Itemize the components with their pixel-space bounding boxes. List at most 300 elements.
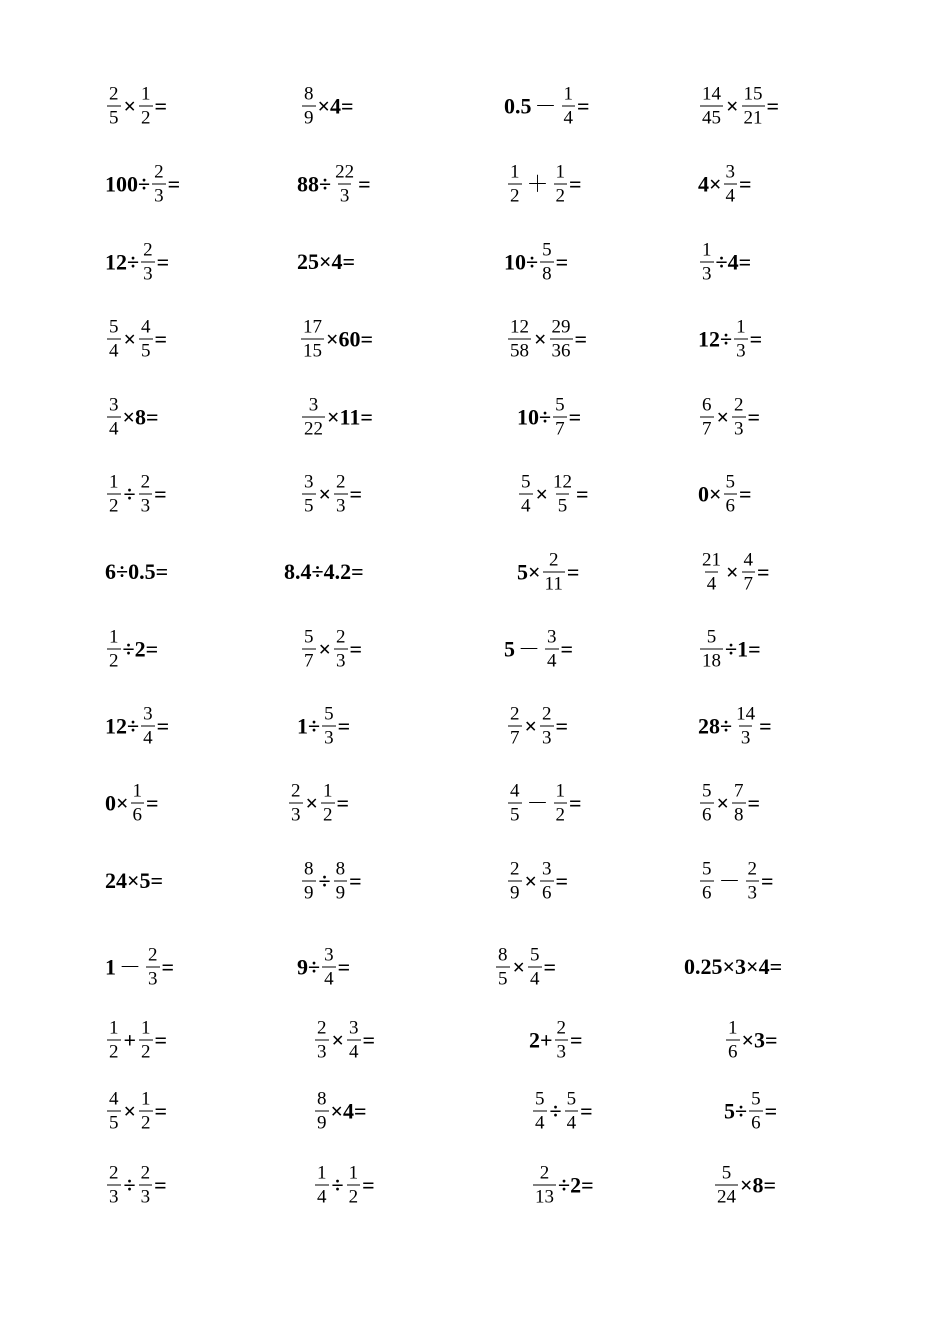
operator: × — [535, 481, 549, 506]
fraction — [139, 1090, 153, 1133]
expression-text: = — [747, 404, 761, 429]
exercise — [105, 473, 167, 516]
fraction-denominator: 9 — [304, 107, 314, 129]
fraction-numerator: 3 — [109, 394, 119, 416]
fraction-numerator: 1 — [555, 161, 566, 183]
exercise-row — [0, 703, 950, 749]
fraction-numerator: 5 — [535, 1088, 545, 1110]
exercise — [105, 396, 159, 439]
fraction-numerator: 2 — [542, 703, 552, 725]
expression-text: ×3= — [741, 1027, 778, 1052]
exercise — [313, 1164, 375, 1207]
fraction-numerator: 14 — [736, 703, 756, 725]
fraction — [508, 163, 522, 206]
expression-text: ÷2= — [122, 636, 159, 661]
fraction — [302, 85, 316, 128]
fraction — [724, 473, 738, 516]
fraction-denominator: 6 — [132, 804, 143, 826]
expression-text: 10÷ — [517, 404, 552, 429]
exercise — [698, 318, 762, 361]
fraction — [508, 782, 522, 825]
expression-text: = — [560, 636, 574, 661]
expression-text: = — [362, 1172, 375, 1197]
fraction-numerator: 2 — [510, 858, 520, 880]
fraction-numerator: 2 — [140, 471, 151, 493]
fraction-numerator: 8 — [304, 858, 314, 880]
fraction — [152, 163, 166, 206]
fraction-denominator: 2 — [109, 495, 119, 517]
fraction — [700, 396, 714, 439]
operator: × — [512, 954, 526, 979]
expression-text: = — [569, 790, 582, 815]
fraction-numerator: 1 — [109, 626, 119, 648]
expression-text: 0× — [105, 790, 129, 815]
fraction-denominator: 4 — [530, 968, 540, 990]
expression-text: = — [555, 249, 569, 274]
fraction — [543, 551, 565, 594]
operator: ÷ — [123, 1172, 136, 1197]
expression-text: 12÷ — [105, 249, 140, 274]
fraction — [533, 1164, 556, 1207]
fraction-denominator: 2 — [109, 650, 119, 672]
exercise-row — [0, 316, 950, 362]
expression-text: = — [747, 790, 761, 815]
exercise — [531, 1090, 593, 1133]
expression-text: = — [574, 326, 588, 351]
fraction-denominator: 13 — [535, 1186, 554, 1208]
fraction-denominator: 2 — [555, 185, 566, 207]
fraction — [545, 628, 559, 671]
expression-text: ×8= — [740, 1172, 777, 1197]
exercise — [724, 1090, 777, 1133]
fraction-denominator: 3 — [542, 727, 552, 749]
exercise — [724, 1019, 778, 1062]
fraction-denominator: 5 — [510, 804, 520, 826]
fraction — [565, 1090, 579, 1133]
fraction — [107, 473, 121, 516]
exercise — [517, 396, 581, 439]
fraction-denominator: 7 — [743, 573, 754, 595]
fraction — [139, 473, 153, 516]
fraction-numerator: 1 — [736, 316, 746, 338]
exercise-row — [0, 549, 950, 595]
fraction-numerator: 5 — [706, 626, 717, 648]
fraction-numerator: 3 — [542, 858, 552, 880]
exercise — [506, 782, 582, 825]
expression-text: = — [362, 1027, 376, 1052]
fraction-denominator: 36 — [551, 340, 571, 362]
fraction — [734, 705, 757, 748]
expression-text: = — [156, 249, 170, 274]
operator: × — [305, 790, 319, 815]
fraction-numerator: 15 — [743, 83, 763, 105]
fraction-numerator: 3 — [308, 394, 319, 416]
fraction-numerator: 1 — [702, 239, 712, 261]
fraction — [107, 1019, 121, 1062]
fraction — [742, 85, 765, 128]
fraction-denominator: 4 — [547, 650, 557, 672]
fraction-numerator: 1 — [141, 1017, 151, 1039]
fraction-numerator: 2 — [747, 858, 758, 880]
fraction — [302, 396, 325, 439]
fraction-denominator: 9 — [335, 882, 346, 904]
expression-text: = — [764, 1098, 778, 1123]
exercise — [504, 241, 568, 284]
fraction-denominator: 22 — [304, 418, 323, 440]
fraction-denominator: 5 — [141, 340, 151, 362]
fraction — [107, 1164, 121, 1207]
fraction-numerator: 5 — [702, 858, 712, 880]
fraction — [554, 782, 568, 825]
fraction-numerator: 5 — [555, 394, 565, 416]
expression-text: ×60= — [326, 326, 374, 351]
fraction-denominator: 6 — [725, 495, 736, 517]
fraction — [732, 782, 746, 825]
operator: × — [318, 636, 332, 661]
operator: × — [123, 326, 137, 351]
fraction-numerator: 3 — [324, 944, 334, 966]
fraction-numerator: 1 — [728, 1017, 738, 1039]
exercise — [300, 85, 354, 128]
exercise-row — [0, 161, 950, 207]
fraction — [315, 1090, 329, 1133]
exercise — [105, 705, 169, 748]
fraction — [141, 705, 155, 748]
expression-text: 100÷ — [105, 171, 151, 196]
fraction-denominator: 2 — [141, 107, 151, 129]
fraction — [732, 396, 746, 439]
fraction-denominator: 3 — [140, 1186, 151, 1208]
exercise — [506, 705, 568, 748]
fraction-denominator: 3 — [291, 804, 301, 826]
fraction-numerator: 2 — [336, 626, 346, 648]
expression-text: = — [156, 713, 170, 738]
exercise — [297, 163, 371, 206]
fraction-numerator: 8 — [498, 944, 508, 966]
fraction-denominator: 3 — [317, 1041, 327, 1063]
fraction-denominator: 4 — [725, 185, 736, 207]
fraction-numerator: 14 — [702, 83, 721, 105]
operator: × — [716, 404, 730, 429]
fraction-denominator: 6 — [702, 804, 712, 826]
fraction-numerator: 5 — [324, 703, 334, 725]
minus-operator: － — [526, 790, 549, 815]
fraction-numerator: 2 — [154, 161, 164, 183]
fraction-denominator: 4 — [349, 1041, 359, 1063]
exercise — [529, 1019, 583, 1062]
expression-text: 4× — [698, 171, 722, 196]
fraction-denominator: 58 — [510, 340, 529, 362]
minus-operator: － — [534, 93, 557, 118]
fraction-numerator: 3 — [547, 626, 557, 648]
expression-text: = — [337, 713, 351, 738]
expression-text: = — [154, 1172, 167, 1197]
expression-text: = — [759, 713, 772, 738]
operator: × — [716, 790, 730, 815]
exercise — [313, 1019, 375, 1062]
fraction-numerator: 1 — [317, 1162, 327, 1184]
exercise — [506, 318, 587, 361]
fraction-numerator: 2 — [556, 1017, 567, 1039]
expression-text: 0.5 — [504, 93, 532, 118]
fraction-denominator: 4 — [706, 573, 717, 595]
expression-text: = — [749, 326, 763, 351]
expression-text: = — [146, 790, 159, 815]
expression-text: = — [555, 868, 569, 893]
fraction — [519, 473, 533, 516]
exercise — [313, 1090, 367, 1133]
fraction-denominator: 4 — [566, 1112, 577, 1134]
fraction-denominator: 3 — [556, 1041, 567, 1063]
exercise — [105, 782, 159, 825]
exercise — [698, 396, 760, 439]
fraction-denominator: 8 — [542, 263, 552, 285]
fraction — [107, 628, 121, 671]
expression-text: = — [154, 93, 168, 118]
fraction-denominator: 9 — [304, 882, 314, 904]
exercise-row — [0, 83, 950, 129]
expression-text: ×4= — [317, 93, 354, 118]
fraction-numerator: 2 — [539, 1162, 550, 1184]
fraction-denominator: 5 — [109, 107, 119, 129]
fraction-denominator: 7 — [555, 418, 565, 440]
fraction — [141, 241, 155, 284]
expression-text: = — [543, 954, 557, 979]
expression-text: = — [570, 1027, 583, 1052]
expression-text: 0× — [698, 481, 722, 506]
expression-text: 2+ — [529, 1027, 553, 1052]
expression-text: = — [349, 868, 362, 893]
operator: + — [123, 1027, 137, 1052]
fraction — [315, 1164, 329, 1207]
fraction-numerator: 1 — [555, 780, 566, 802]
exercise-row — [0, 858, 950, 904]
fraction — [533, 1090, 547, 1133]
fraction — [322, 705, 336, 748]
fraction — [139, 318, 153, 361]
fraction-numerator: 22 — [335, 161, 355, 183]
exercise — [698, 860, 774, 903]
fraction-numerator: 1 — [323, 780, 333, 802]
exercise — [698, 473, 752, 516]
fraction — [107, 85, 121, 128]
exercise — [105, 1019, 167, 1062]
minus-operator: － — [119, 954, 142, 979]
expression-text: 1 — [105, 954, 116, 979]
fraction — [347, 1164, 361, 1207]
expression-text: = — [577, 93, 590, 118]
fraction-denominator: 3 — [339, 185, 350, 207]
fraction-denominator: 4 — [521, 495, 531, 517]
fraction-denominator: 6 — [751, 1112, 761, 1134]
operator: ÷ — [331, 1172, 344, 1197]
expression-text: 6÷0.5= — [105, 559, 169, 584]
fraction-numerator: 3 — [304, 471, 314, 493]
expression-text: = — [154, 1098, 168, 1123]
fraction — [301, 318, 324, 361]
exercise-row — [0, 626, 950, 672]
fraction-numerator: 2 — [317, 1017, 327, 1039]
fraction-denominator: 4 — [563, 107, 574, 129]
fraction — [540, 705, 554, 748]
exercise-row — [0, 471, 950, 517]
fraction-numerator: 1 — [141, 83, 151, 105]
exercise — [299, 318, 373, 361]
fraction-denominator: 4 — [317, 1186, 327, 1208]
exercise — [684, 956, 782, 978]
exercise — [698, 782, 760, 825]
expression-text: 5÷ — [724, 1098, 748, 1123]
fraction-denominator: 9 — [317, 1112, 327, 1134]
fraction-numerator: 29 — [551, 316, 571, 338]
expression-text: 12÷ — [105, 713, 140, 738]
fraction-numerator: 12 — [510, 316, 529, 338]
exercise — [300, 628, 362, 671]
fraction-numerator: 1 — [109, 471, 119, 493]
fraction-numerator: 1 — [141, 1088, 151, 1110]
expression-text: = — [349, 481, 363, 506]
exercise — [504, 628, 573, 671]
fraction-numerator: 5 — [566, 1088, 577, 1110]
fraction-denominator: 7 — [304, 650, 314, 672]
fraction-numerator: 21 — [702, 549, 721, 571]
fraction — [334, 860, 348, 903]
fraction-numerator: 12 — [553, 471, 573, 493]
expression-text: 25×4= — [297, 249, 356, 274]
plus-operator: ＋ — [526, 171, 549, 196]
exercise-row — [0, 1088, 950, 1134]
fraction — [302, 628, 316, 671]
expression-text: = — [337, 954, 351, 979]
exercise — [105, 870, 163, 892]
fraction-denominator: 2 — [555, 804, 566, 826]
fraction — [146, 946, 160, 989]
fraction-numerator: 5 — [304, 626, 314, 648]
fraction — [700, 628, 723, 671]
exercise-row — [0, 1017, 950, 1063]
fraction — [508, 318, 531, 361]
fraction-denominator: 3 — [336, 495, 346, 517]
expression-text: = — [358, 171, 371, 196]
fraction — [334, 473, 348, 516]
expression-text: = — [555, 713, 569, 738]
fraction-numerator: 8 — [304, 83, 314, 105]
exercise — [105, 318, 167, 361]
fraction-denominator: 5 — [498, 968, 508, 990]
exercise — [506, 860, 568, 903]
fraction-denominator: 2 — [510, 185, 520, 207]
fraction-denominator: 3 — [702, 263, 712, 285]
fraction-numerator: 2 — [291, 780, 301, 802]
expression-text: ×8= — [122, 404, 159, 429]
expression-text: 28÷ — [698, 713, 733, 738]
fraction-denominator: 3 — [736, 340, 746, 362]
fraction — [508, 860, 522, 903]
expression-text: 5× — [517, 559, 541, 584]
fraction-denominator: 3 — [336, 650, 346, 672]
exercise — [698, 241, 751, 284]
exercise — [105, 1164, 167, 1207]
fraction-numerator: 8 — [317, 1088, 327, 1110]
fraction-denominator: 2 — [141, 1041, 151, 1063]
fraction-numerator: 5 — [725, 471, 736, 493]
fraction-denominator: 7 — [702, 418, 712, 440]
fraction-denominator: 4 — [109, 340, 119, 362]
fraction-denominator: 2 — [141, 1112, 151, 1134]
fraction — [139, 1164, 153, 1207]
fraction — [554, 163, 568, 206]
expression-text: = — [154, 481, 167, 506]
exercise — [105, 85, 167, 128]
fraction — [289, 782, 303, 825]
exercise — [698, 85, 779, 128]
fraction-denominator: 3 — [140, 495, 151, 517]
fraction — [508, 705, 522, 748]
fraction — [315, 1019, 329, 1062]
operator: × — [318, 481, 332, 506]
fraction-numerator: 3 — [143, 703, 153, 725]
fraction-denominator: 7 — [510, 727, 520, 749]
exercise-row — [0, 780, 950, 826]
fraction — [107, 1090, 121, 1133]
fraction-denominator: 3 — [109, 1186, 119, 1208]
fraction — [302, 860, 316, 903]
operator: × — [524, 713, 538, 738]
fraction-denominator: 4 — [143, 727, 153, 749]
fraction-denominator: 4 — [535, 1112, 545, 1134]
fraction-numerator: 1 — [109, 1017, 119, 1039]
expression-text: 8.4÷4.2= — [284, 559, 364, 584]
fraction — [550, 318, 573, 361]
fraction-denominator: 6 — [728, 1041, 738, 1063]
exercise — [300, 473, 362, 516]
fraction-numerator: 1 — [348, 1162, 359, 1184]
expression-text: = — [766, 93, 780, 118]
exercise — [287, 782, 349, 825]
fraction-denominator: 11 — [544, 573, 563, 595]
expression-text: 1÷ — [297, 713, 321, 738]
exercise-row — [0, 394, 950, 440]
fraction-numerator: 5 — [521, 471, 531, 493]
operator: × — [726, 93, 739, 118]
exercise — [494, 946, 556, 989]
fraction — [555, 1019, 569, 1062]
fraction-numerator: 2 — [336, 471, 346, 493]
exercise — [506, 163, 582, 206]
fraction-denominator: 4 — [324, 968, 334, 990]
exercise — [517, 551, 579, 594]
fraction — [734, 318, 748, 361]
operator: ÷ — [318, 868, 331, 893]
expression-text: ÷1= — [725, 636, 761, 661]
exercise — [105, 1090, 167, 1133]
exercise — [713, 1164, 776, 1207]
fraction-denominator: 8 — [734, 804, 744, 826]
fraction-numerator: 2 — [148, 944, 158, 966]
exercise — [698, 551, 770, 594]
fraction-denominator: 3 — [747, 882, 758, 904]
fraction — [131, 782, 145, 825]
fraction-numerator: 2 — [143, 239, 153, 261]
exercise — [105, 241, 169, 284]
fraction — [321, 782, 335, 825]
exercise-row — [0, 239, 950, 285]
fraction-denominator: 15 — [303, 340, 322, 362]
fraction-denominator: 3 — [740, 727, 751, 749]
fraction-denominator: 2 — [109, 1041, 119, 1063]
fraction — [700, 551, 723, 594]
expression-text: 10÷ — [504, 249, 539, 274]
